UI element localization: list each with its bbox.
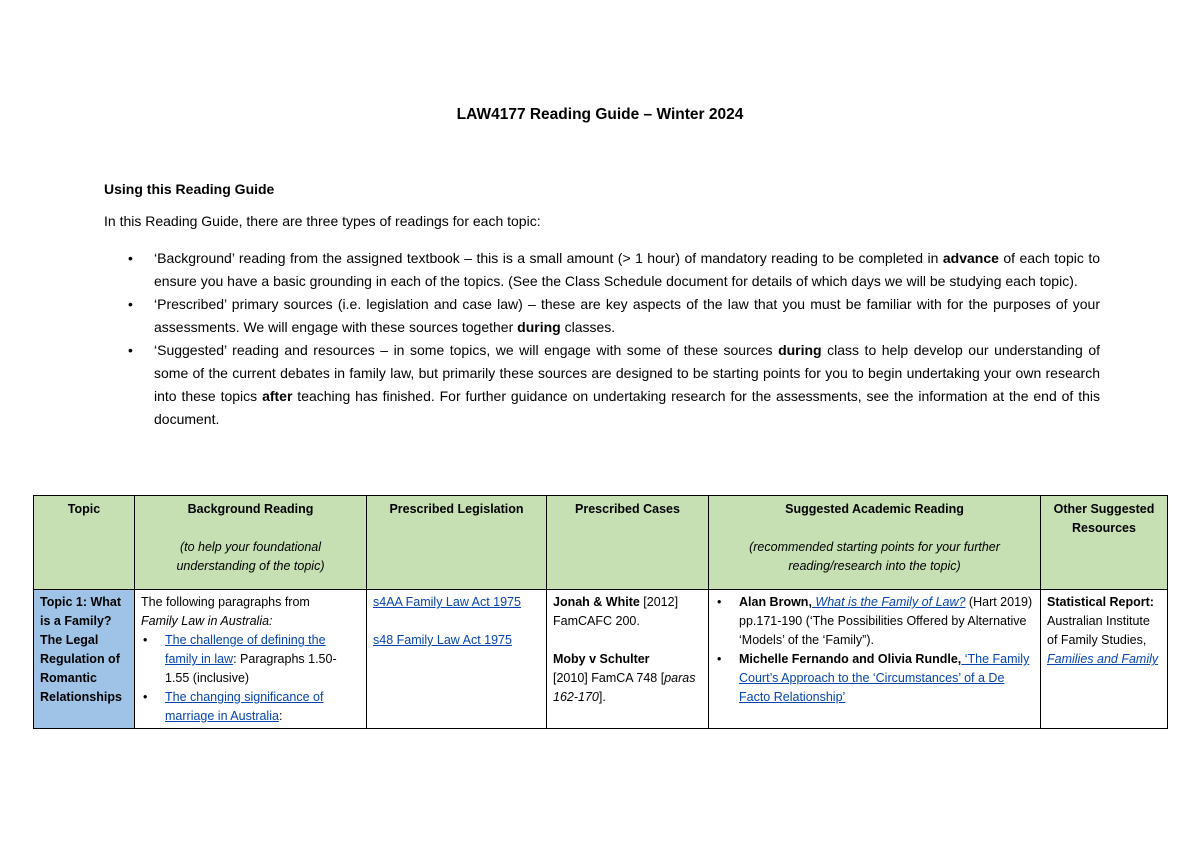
bullet-icon: • (128, 250, 133, 266)
topic-cell: Topic 1: What is a Family? The Legal Regulation of Romantic Relationships (34, 590, 135, 729)
link-families-and-family[interactable]: Families and Family (1047, 652, 1159, 666)
table-header-row (34, 496, 1168, 590)
table-row (34, 590, 1168, 729)
guide-item-prescribed: • ‘Prescribed’ primary sources (i.e. legislation and case law) – these are key aspects of the law that you must be familiar with for the purposes of your assessments. We will engage with these sources together during classes. (104, 293, 1100, 339)
guide-list (104, 247, 1100, 431)
bullet-icon: • (143, 633, 148, 647)
link-family-court-approach[interactable]: ‘The Family Court’s Approach to the ‘Circumstances’ of a De Facto Relationship’ (739, 652, 1030, 704)
link-defining-family[interactable]: The challenge of defining the family in law (165, 633, 326, 666)
guide-heading: Using this Reading Guide (104, 181, 275, 197)
header-legislation: Prescribed Legislation (367, 496, 547, 590)
header-academic: Suggested Academic Reading (recommended starting points for your further reading/research into the topic) (709, 496, 1041, 590)
other-cell: Statistical Report: Australian Institute of Family Studies, Families and Family (1041, 590, 1168, 729)
header-background: Background Reading (to help your foundational understanding of the topic) (135, 496, 367, 590)
link-s4aa[interactable]: s4AA Family Law Act 1975 (373, 595, 521, 609)
academic-cell (709, 590, 1041, 729)
link-marriage-significance[interactable]: The changing significance of marriage in Australia (165, 690, 324, 723)
bullet-icon: • (128, 342, 133, 358)
bullet-icon: • (128, 296, 133, 312)
link-s48[interactable]: s48 Family Law Act 1975 (373, 633, 512, 647)
header-other: Other Suggested Resources (1041, 496, 1168, 590)
header-topic: Topic (34, 496, 135, 590)
link-family-of-law[interactable]: What is the Family of Law? (811, 595, 966, 609)
background-cell: The following paragraphs from Family Law in Australia: • The challenge of defining the family in law: Paragraphs 1.50-1.55 (inclusive) • The changing significance of marriage in Australia: (135, 590, 367, 729)
guide-intro: In this Reading Guide, there are three types of readings for each topic: (104, 213, 541, 229)
list-item: • Alan Brown, What is the Family of Law? (Hart 2019) pp.171-190 (‘The Possibilities Offered by Alternative ‘Models’ of the ‘Family”). (717, 595, 1033, 647)
legislation-cell (367, 590, 547, 729)
reading-table (33, 495, 1168, 729)
bullet-icon: • (143, 690, 148, 704)
header-cases: Prescribed Cases (547, 496, 709, 590)
list-item: • The challenge of defining the family in law: Paragraphs 1.50-1.55 (inclusive) (143, 633, 337, 685)
bullet-icon: • (717, 595, 722, 609)
list-item: • Michelle Fernando and Olivia Rundle, ‘The Family Court’s Approach to the ‘Circumstances’ of a De Facto Relationship’ (717, 652, 1030, 704)
guide-item-suggested: • ‘Suggested’ reading and resources – in some topics, we will engage with some of these sources during class to help develop our understanding of some of the current debates in family law, but primarily these sources are designed to be starting points for you to begin undertaking your own research into these topics after teaching has finished. For further guidance on undertaking research for the assessments, see the information at the end of this document. (104, 339, 1100, 431)
cases-cell: Jonah & White [2012] FamCAFC 200. Moby v Schulter [2010] FamCA 748 [paras 162-170]. (547, 590, 709, 729)
guide-item-background: • ‘Background’ reading from the assigned textbook – this is a small amount (> 1 hour) of mandatory reading to be completed in advance of each topic to ensure you have a basic grounding in each of the topics. (See the Class Schedule document for details of which days we will be studying each topic). (104, 247, 1100, 293)
page-title: LAW4177 Reading Guide – Winter 2024 (456, 106, 744, 123)
list-item: • The changing significance of marriage in Australia: (143, 690, 324, 723)
bullet-icon: • (717, 652, 722, 666)
